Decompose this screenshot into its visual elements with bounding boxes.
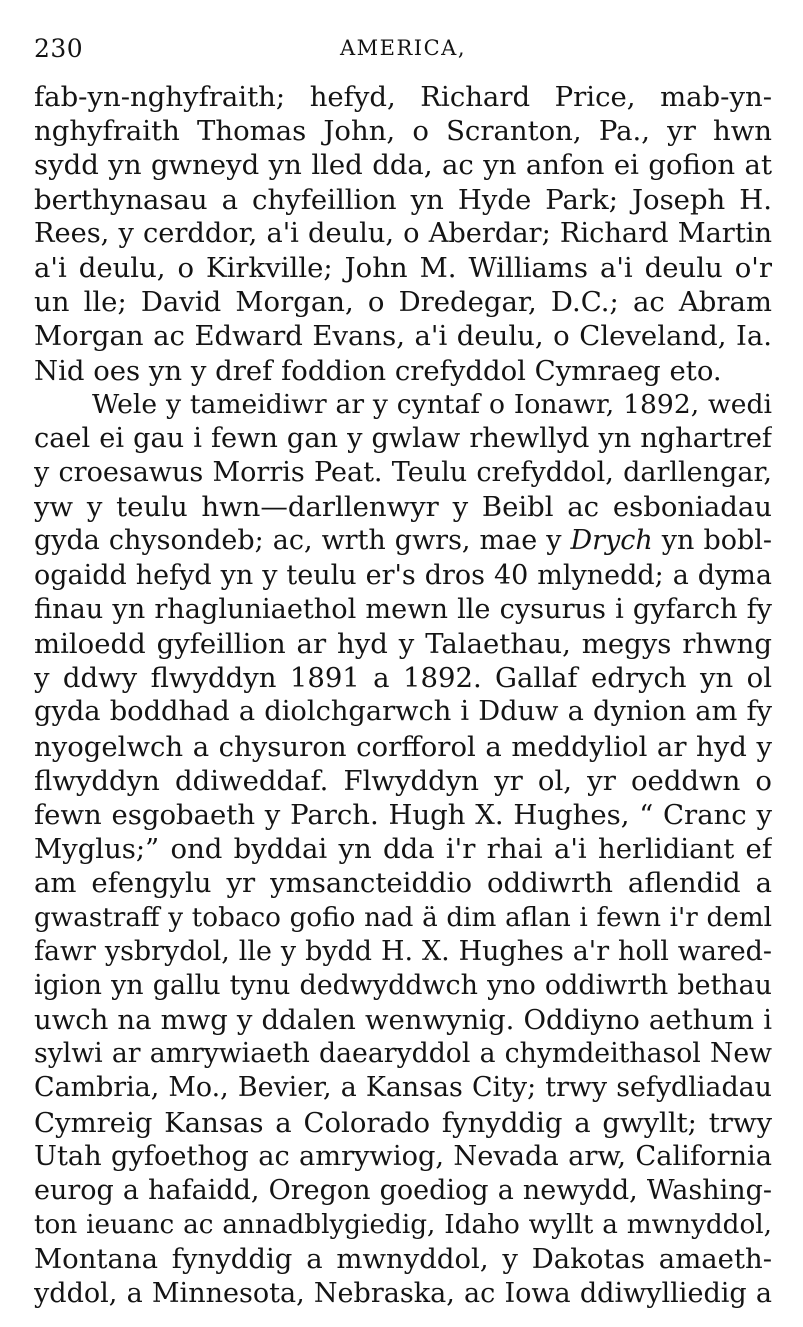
text-line: Rees, y cerddor, a'i deulu, o Aberdar; Richard Martin bbox=[34, 217, 772, 249]
text-line: cael ei gau i fewn gan y gwlaw rhewllyd yn nghartref bbox=[34, 422, 772, 454]
text-line: nghyfraith Thomas John, o Scranton, Pa., yr hwn bbox=[34, 115, 772, 148]
page-number: 230 bbox=[34, 34, 84, 63]
text-line: Utah gyfoethog ac amrywiog, Nevada arw, California bbox=[34, 1140, 772, 1172]
text-line: y croesawus Morris Peat. Teulu crefyddol, darllengar, bbox=[34, 457, 772, 489]
text-line: uwch na mwg y ddalen wenwynig. Oddiyno aethum i bbox=[34, 1004, 772, 1037]
text-line: gyda boddhad a diolchgarwch i Dduw a dynion am fy bbox=[34, 696, 772, 728]
text-line: ogaidd hefyd yn y teulu er's dros 40 mlynedd; a dyma bbox=[34, 559, 772, 591]
text-line: Nid oes yn y dref foddion crefyddol Cymraeg eto. bbox=[34, 354, 722, 387]
text-line: eurog a hafaidd, Oregon goediog a newydd, Washing- bbox=[34, 1175, 772, 1206]
text-line: a'i deulu, o Kirkville; John M. Williams a'i deulu o'r bbox=[34, 251, 772, 284]
text-line: finau yn rhagluniaethol mewn lle cysurus i gyfarch fy bbox=[34, 593, 772, 625]
text-line: fab-yn-nghyfraith; hefyd, Richard Price, mab-yn- bbox=[34, 81, 772, 113]
text-line: Wele y tameidiwr ar y cyntaf o Ionawr, 1892, wedi bbox=[92, 388, 772, 420]
running-head bbox=[34, 34, 772, 68]
text-line: Myglus;” ond byddai yn dda i'r rhai a'i herlidiant ef bbox=[34, 833, 772, 866]
text-line: am efengylu yr ymsancteiddio oddiwrth aflendid a bbox=[34, 867, 772, 900]
text-line: yddol, a Minnesota, Nebraska, ac Iowa ddiwylliedig a bbox=[34, 1277, 772, 1309]
text-line: un lle; David Morgan, o Dredegar, D.C.; ac Abram bbox=[34, 286, 772, 319]
text-line: fawr ysbrydol, lle y bydd H. X. Hughes a'r holl wared- bbox=[34, 935, 772, 967]
text-line: miloedd gyfeillion ar hyd y Talaethau, megys rhwng bbox=[34, 628, 772, 660]
body-text bbox=[34, 80, 772, 1311]
text-line: Montana fynyddig a mwnyddol, y Dakotas amaeth- bbox=[34, 1243, 772, 1276]
text-line: flwyddyn ddiweddaf. Flwyddyn yr ol, yr oeddwn o bbox=[34, 764, 772, 797]
text-line: berthynasau a chyfeillion yn Hyde Park; Joseph H. bbox=[34, 183, 772, 216]
italic-title: Drych bbox=[570, 525, 653, 557]
text-line: Cambria, Mo., Bevier, a Kansas City; trwy sefydliadau bbox=[34, 1072, 772, 1104]
text-line: fewn esgobaeth y Parch. Hugh X. Hughes, “ Cranc y bbox=[34, 798, 772, 831]
text-line: yw y teulu hwn—darllenwyr y Beibl ac esboniadau bbox=[34, 491, 772, 524]
text-line: Morgan ac Edward Evans, a'i deulu, o Cleveland, Ia. bbox=[34, 320, 772, 353]
text-line-with-italic bbox=[34, 524, 772, 558]
text-line: ton ieuanc ac annadblygiedig, Idaho wyllt a mwnyddol, bbox=[34, 1210, 772, 1241]
text-line: igion yn gallu tynu dedwyddwch yno oddiwrth bethau bbox=[34, 969, 772, 1001]
text-line: sydd yn gwneyd yn lled dda, ac yn anfon ei gofion at bbox=[34, 149, 772, 182]
paragraph bbox=[34, 80, 772, 388]
text-segment: gyda chysondeb; ac, wrth gwrs, mae y bbox=[34, 525, 571, 557]
running-title: AMERICA, bbox=[339, 36, 466, 60]
text-line: nyogelwch a chysuron corfforol a meddyliol ar hyd y bbox=[34, 730, 772, 763]
text-line: sylwi ar amrywiaeth daearyddol a chymdeithasol New bbox=[34, 1038, 772, 1070]
text-line: Cymreig Kansas a Colorado fynyddig a gwyllt; trwy bbox=[34, 1106, 772, 1139]
paragraph bbox=[34, 388, 772, 1311]
text-segment: yn bobl- bbox=[652, 525, 772, 557]
text-line: y ddwy flwyddyn 1891 a 1892. Gallaf edrych yn ol bbox=[34, 662, 772, 695]
text-line: gwastraff y tobaco gofio nad ä dim aflan i fewn i'r deml bbox=[34, 902, 772, 933]
